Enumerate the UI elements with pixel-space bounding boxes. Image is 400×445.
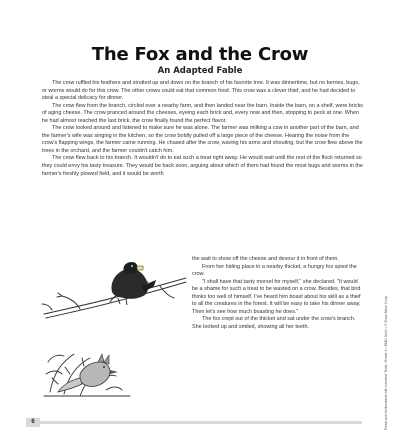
paragraph-6: "I shall have that tasty morsel for myself," she declared. "It would be a shame for such a treat to be wasted on a crow. Besides, that bird thinks too well of himself. I've heard him boast about his skill as a thief to all the creatures in the forest. It will be easy to take his dinner away. Then let's see how much boasting he does." (192, 278, 361, 315)
paragraph-2: The crow flew from the branch, circled over a nearby farm, and then landed near the barn. Inside the barn, on a shelf, were bricks of aging cheese. The crow pranced around the cheeses, eyeing each brick and, every now and then, stopping to peck at one. When he had almost reached the last brick, the crow finally found the perfect flavor. (42, 102, 364, 124)
paragraph-4: The crow flew back to his branch. It wouldn't do to eat such a treat right away. He would wait until the rest of the flock returned so they could envy his tasty treasure. They would be back soon, arguing about which of them had found the most bugs and worms in the farmer's freshly plowed field, and it would be worth (42, 155, 363, 177)
page-number: 6 (26, 418, 40, 427)
story-subtitle: An Adapted Fable (157, 66, 243, 76)
crow-and-fox-illustration (40, 262, 190, 402)
crow-icon (112, 262, 157, 305)
paragraph-4-continued: the wait to show off the cheese and devour it in front of them. (192, 256, 339, 262)
paragraph-3: The crow looked around and listened to make sure he was alone. The farmer was milking a cow in another part of the barn, and the farmer's wife was singing in the kitchen, so the crow boldly pulled off a large piece of the cheese. Hearing the noise from the crow's flapping wings, the farmer came running. He chased after the crow, waving his arms and shouting, but the crow flew above the trees in the orchard, and the farmer couldn't catch him. (42, 125, 363, 154)
story-body-wrapped (192, 256, 362, 331)
paragraph-7: The fox crept out of the thicket and sat under the crow's branch. She looked up and smiled, showing all her teeth. (192, 316, 356, 330)
footer-rule (40, 421, 362, 424)
story-title: The Fox and the Crow (91, 44, 309, 65)
copyright-sidenote: Read and Understand with Leveled Texts, Grade 4 • EMC 3444 • © Evan-Moor Corp. (384, 295, 388, 430)
cheese-icon (137, 266, 143, 270)
story-body (42, 80, 364, 178)
paragraph-1: The crow ruffled his feathers and strutted up and down on the branch of his favorite tree. It was dinnertime, but no berries, bugs, or worms would do for this crow. The other crows could eat that common food. This crow was a clever thief, and he had decided to steal a special delicacy for dinner. (42, 80, 360, 102)
paragraph-5: From her hiding place in a nearby thicket, a hungry fox spied the crow. (192, 263, 357, 278)
